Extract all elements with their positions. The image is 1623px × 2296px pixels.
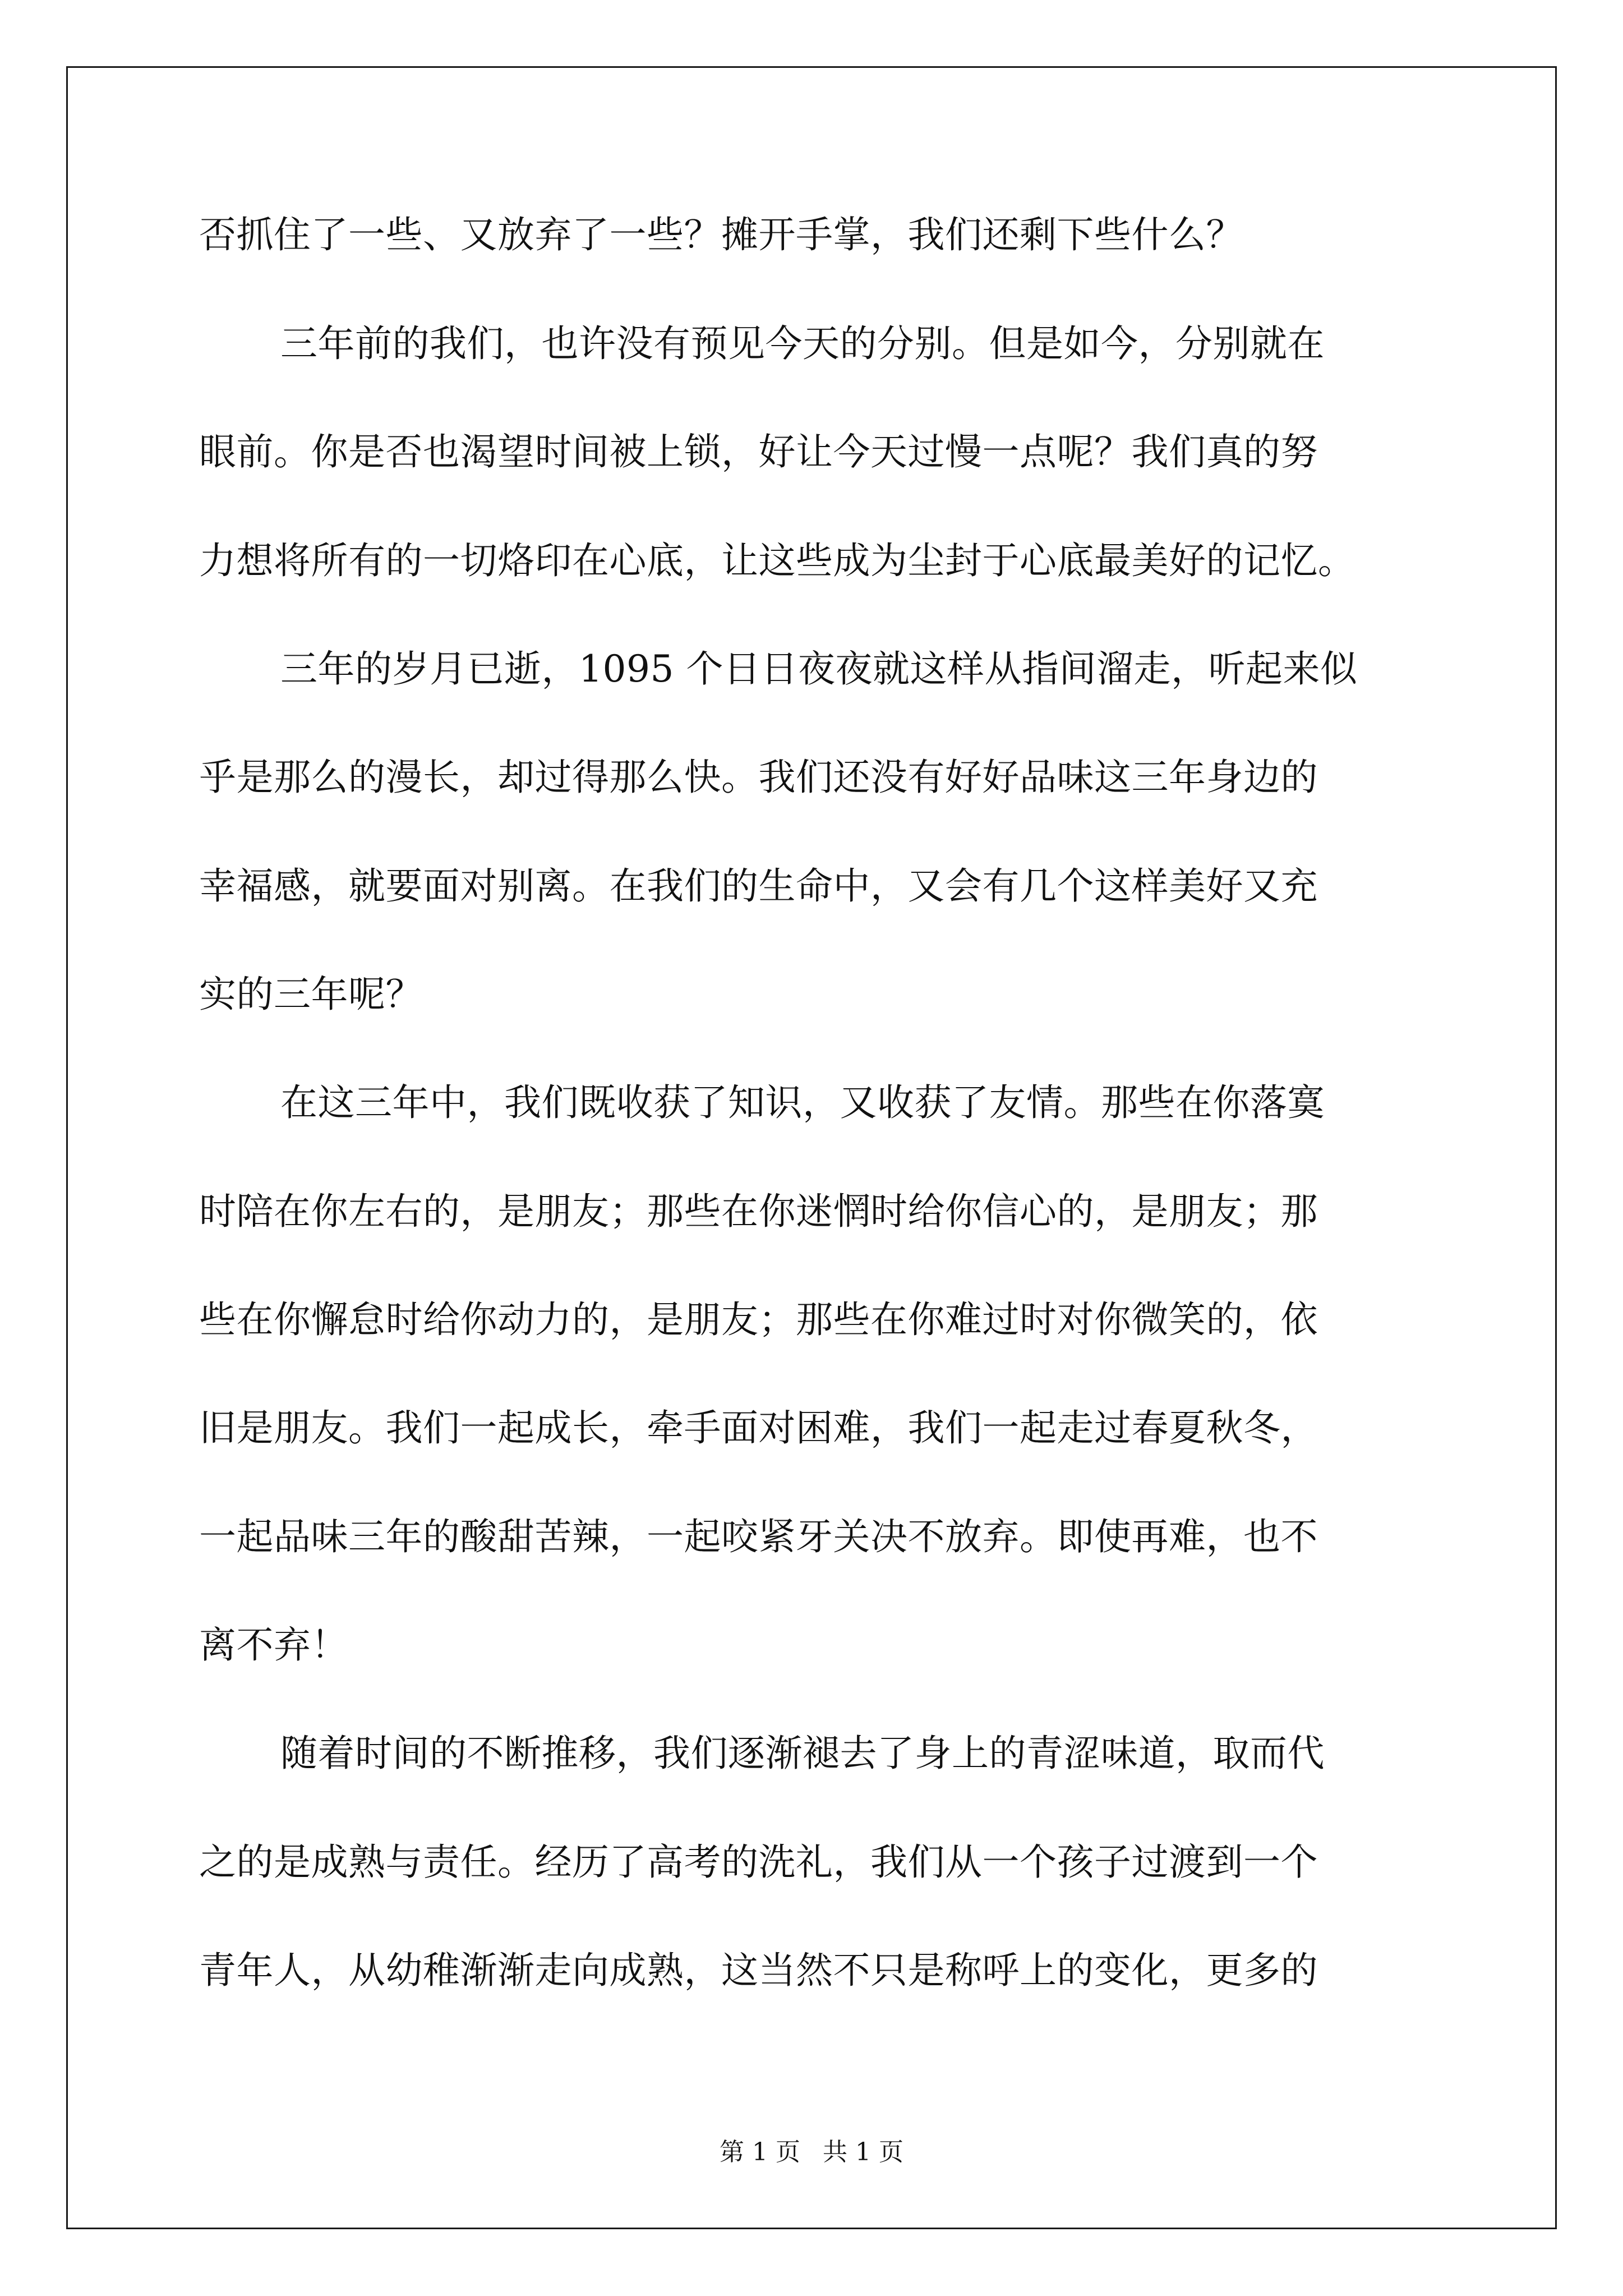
text-line-9: 在这三年中，我们既收获了知识，又收获了友情。那些在你落寞 [280,1081,1325,1124]
page-total: 共 1 页 [823,2138,903,2166]
page-number: 第 1 页 [720,2138,800,2166]
text-line-14: 离不弃！ [199,1623,348,1667]
text-line-16: 之的是成熟与责任。经历了高考的洗礼，我们从一个孩子过渡到一个 [199,1841,1318,1884]
text-line-11: 些在你懈怠时给你动力的，是朋友；那些在你难过时对你微笑的，依 [199,1298,1318,1341]
text-line-5: 三年的岁月已逝，1095 个日日夜夜就这样从指间溜走，听起来似 [280,647,1358,691]
text-line-3: 眼前。你是否也渴望时间被上锁，好让今天过慢一点呢？我们真的努 [199,430,1318,473]
text-line-13: 一起品味三年的酸甜苦辣，一起咬紧牙关决不放弃。即使再难，也不 [199,1515,1318,1558]
text-line-15: 随着时间的不断推移，我们逐渐褪去了身上的青涩味道，取而代 [280,1732,1325,1775]
text-line-6: 乎是那么的漫长，却过得那么快。我们还没有好好品味这三年身边的 [199,756,1318,799]
text-line-2: 三年前的我们，也许没有预见今天的分别。但是如今，分别就在 [280,322,1325,365]
text-line-12: 旧是朋友。我们一起成长，牵手面对困难，我们一起走过春夏秋冬， [199,1406,1318,1450]
text-line-17: 青年人，从幼稚渐渐走向成熟，这当然不只是称呼上的变化，更多的 [199,1949,1318,1992]
text-line-10: 时陪在你左右的，是朋友；那些在你迷惘时给你信心的，是朋友；那 [199,1190,1318,1233]
page-border [66,66,1557,2229]
text-line-4: 力想将所有的一切烙印在心底，让这些成为尘封于心底最美好的记忆。 [199,539,1355,582]
text-line-1: 否抓住了一些、又放弃了一些？摊开手掌，我们还剩下些什么？ [199,213,1243,256]
text-line-8: 实的三年呢？ [199,973,423,1016]
text-line-7: 幸福感，就要面对别离。在我们的生命中，又会有几个这样美好又充 [199,864,1318,908]
page-footer [0,2132,1623,2168]
